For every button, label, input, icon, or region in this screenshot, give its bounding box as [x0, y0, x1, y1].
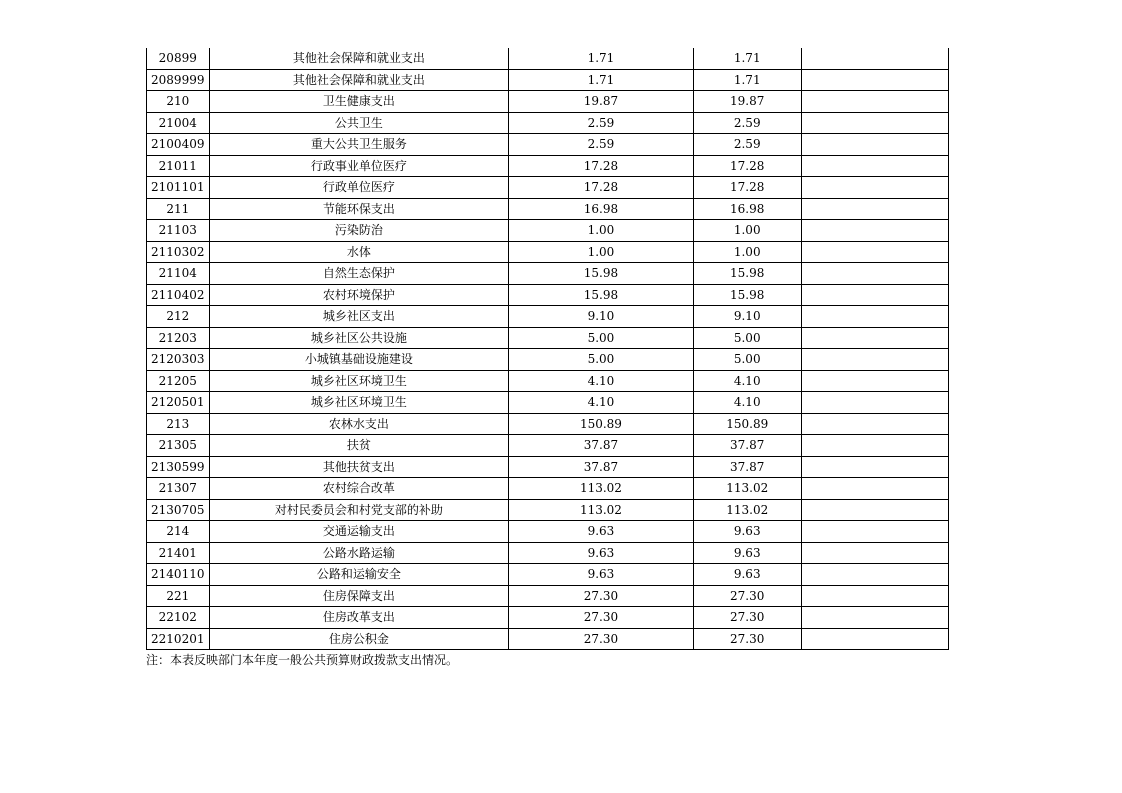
table-row [147, 69, 949, 91]
amount-cell: 113.02 [693, 499, 801, 521]
table-row [147, 284, 949, 306]
account-name-cell: 住房公积金 [209, 628, 509, 650]
table-row [147, 220, 949, 242]
remark-cell [801, 177, 948, 199]
amount-cell: 113.02 [509, 478, 694, 500]
amount-cell: 19.87 [693, 91, 801, 113]
account-name-cell: 公路和运输安全 [209, 564, 509, 586]
amount-cell: 15.98 [693, 284, 801, 306]
account-name-cell: 城乡社区环境卫生 [209, 392, 509, 414]
remark-cell [801, 198, 948, 220]
remark-cell [801, 370, 948, 392]
account-code-cell: 21103 [147, 220, 210, 242]
account-code-cell: 21305 [147, 435, 210, 457]
table-row [147, 241, 949, 263]
account-code-cell: 213 [147, 413, 210, 435]
account-name-cell: 行政单位医疗 [209, 177, 509, 199]
amount-cell: 2.59 [509, 134, 694, 156]
amount-cell: 37.87 [509, 435, 694, 457]
table-row [147, 585, 949, 607]
remark-cell [801, 521, 948, 543]
account-name-cell: 节能环保支出 [209, 198, 509, 220]
account-code-cell: 21205 [147, 370, 210, 392]
amount-cell: 9.10 [693, 306, 801, 328]
remark-cell [801, 564, 948, 586]
account-code-cell: 214 [147, 521, 210, 543]
table-row [147, 521, 949, 543]
amount-cell: 27.30 [693, 607, 801, 629]
account-name-cell: 其他社会保障和就业支出 [209, 48, 509, 69]
remark-cell [801, 327, 948, 349]
amount-cell: 37.87 [509, 456, 694, 478]
account-code-cell: 21307 [147, 478, 210, 500]
table-row [147, 112, 949, 134]
amount-cell: 5.00 [509, 349, 694, 371]
account-code-cell: 2089999 [147, 69, 210, 91]
account-code-cell: 211 [147, 198, 210, 220]
account-code-cell: 2100409 [147, 134, 210, 156]
amount-cell: 27.30 [509, 585, 694, 607]
table-row [147, 456, 949, 478]
table-row [147, 370, 949, 392]
amount-cell: 4.10 [693, 392, 801, 414]
amount-cell: 150.89 [509, 413, 694, 435]
table-row [147, 91, 949, 113]
amount-cell: 1.71 [509, 48, 694, 69]
account-name-cell: 重大公共卫生服务 [209, 134, 509, 156]
table-row [147, 327, 949, 349]
budget-table [146, 48, 949, 650]
amount-cell: 9.63 [693, 564, 801, 586]
table-row [147, 499, 949, 521]
remark-cell [801, 284, 948, 306]
remark-cell [801, 392, 948, 414]
table-row [147, 607, 949, 629]
amount-cell: 5.00 [693, 349, 801, 371]
account-name-cell: 水体 [209, 241, 509, 263]
amount-cell: 27.30 [509, 628, 694, 650]
remark-cell [801, 478, 948, 500]
remark-cell [801, 263, 948, 285]
amount-cell: 17.28 [509, 155, 694, 177]
account-name-cell: 污染防治 [209, 220, 509, 242]
account-code-cell: 2120501 [147, 392, 210, 414]
account-name-cell: 住房保障支出 [209, 585, 509, 607]
account-code-cell: 2110402 [147, 284, 210, 306]
account-code-cell: 221 [147, 585, 210, 607]
amount-cell: 9.10 [509, 306, 694, 328]
amount-cell: 27.30 [693, 585, 801, 607]
account-name-cell: 农村综合改革 [209, 478, 509, 500]
remark-cell [801, 306, 948, 328]
account-name-cell: 对村民委员会和村党支部的补助 [209, 499, 509, 521]
amount-cell: 9.63 [693, 542, 801, 564]
account-name-cell: 其他扶贫支出 [209, 456, 509, 478]
amount-cell: 1.71 [509, 69, 694, 91]
account-name-cell: 行政事业单位医疗 [209, 155, 509, 177]
account-code-cell: 2210201 [147, 628, 210, 650]
amount-cell: 15.98 [693, 263, 801, 285]
amount-cell: 2.59 [693, 134, 801, 156]
account-code-cell: 21203 [147, 327, 210, 349]
amount-cell: 17.28 [693, 155, 801, 177]
table-row [147, 564, 949, 586]
account-name-cell: 卫生健康支出 [209, 91, 509, 113]
amount-cell: 5.00 [509, 327, 694, 349]
account-code-cell: 20899 [147, 48, 210, 69]
remark-cell [801, 456, 948, 478]
account-name-cell: 扶贫 [209, 435, 509, 457]
remark-cell [801, 112, 948, 134]
table-row [147, 198, 949, 220]
remark-cell [801, 349, 948, 371]
amount-cell: 1.71 [693, 48, 801, 69]
account-code-cell: 210 [147, 91, 210, 113]
account-code-cell: 2110302 [147, 241, 210, 263]
remark-cell [801, 585, 948, 607]
account-name-cell: 自然生态保护 [209, 263, 509, 285]
account-code-cell: 212 [147, 306, 210, 328]
account-code-cell: 2120303 [147, 349, 210, 371]
remark-cell [801, 69, 948, 91]
account-code-cell: 21401 [147, 542, 210, 564]
amount-cell: 2.59 [693, 112, 801, 134]
account-name-cell: 其他社会保障和就业支出 [209, 69, 509, 91]
remark-cell [801, 91, 948, 113]
table-row [147, 263, 949, 285]
table-row [147, 628, 949, 650]
amount-cell: 4.10 [509, 370, 694, 392]
remark-cell [801, 607, 948, 629]
amount-cell: 1.71 [693, 69, 801, 91]
account-code-cell: 2101101 [147, 177, 210, 199]
amount-cell: 9.63 [509, 542, 694, 564]
amount-cell: 15.98 [509, 263, 694, 285]
table-row [147, 48, 949, 69]
amount-cell: 2.59 [509, 112, 694, 134]
account-code-cell: 21004 [147, 112, 210, 134]
remark-cell [801, 48, 948, 69]
table-row [147, 542, 949, 564]
account-code-cell: 21104 [147, 263, 210, 285]
amount-cell: 5.00 [693, 327, 801, 349]
table-row [147, 413, 949, 435]
account-name-cell: 住房改革支出 [209, 607, 509, 629]
remark-cell [801, 413, 948, 435]
amount-cell: 1.00 [693, 241, 801, 263]
table-row [147, 392, 949, 414]
amount-cell: 15.98 [509, 284, 694, 306]
table-row [147, 435, 949, 457]
account-name-cell: 城乡社区公共设施 [209, 327, 509, 349]
account-name-cell: 公共卫生 [209, 112, 509, 134]
table-row [147, 306, 949, 328]
amount-cell: 27.30 [509, 607, 694, 629]
amount-cell: 1.00 [509, 241, 694, 263]
account-name-cell: 公路水路运输 [209, 542, 509, 564]
account-name-cell: 交通运输支出 [209, 521, 509, 543]
amount-cell: 16.98 [509, 198, 694, 220]
amount-cell: 37.87 [693, 435, 801, 457]
amount-cell: 27.30 [693, 628, 801, 650]
remark-cell [801, 435, 948, 457]
amount-cell: 4.10 [693, 370, 801, 392]
table-body [147, 48, 949, 650]
remark-cell [801, 542, 948, 564]
amount-cell: 150.89 [693, 413, 801, 435]
account-name-cell: 农村环境保护 [209, 284, 509, 306]
account-code-cell: 21011 [147, 155, 210, 177]
table-row [147, 155, 949, 177]
amount-cell: 1.00 [509, 220, 694, 242]
table-row [147, 177, 949, 199]
account-code-cell: 2140110 [147, 564, 210, 586]
account-name-cell: 城乡社区环境卫生 [209, 370, 509, 392]
remark-cell [801, 628, 948, 650]
table-row [147, 349, 949, 371]
amount-cell: 9.63 [509, 521, 694, 543]
amount-cell: 17.28 [509, 177, 694, 199]
remark-cell [801, 134, 948, 156]
amount-cell: 16.98 [693, 198, 801, 220]
amount-cell: 113.02 [509, 499, 694, 521]
amount-cell: 37.87 [693, 456, 801, 478]
account-code-cell: 2130599 [147, 456, 210, 478]
remark-cell [801, 220, 948, 242]
amount-cell: 9.63 [509, 564, 694, 586]
table-row [147, 134, 949, 156]
remark-cell [801, 499, 948, 521]
account-name-cell: 城乡社区支出 [209, 306, 509, 328]
amount-cell: 17.28 [693, 177, 801, 199]
table-row [147, 478, 949, 500]
remark-cell [801, 155, 948, 177]
account-code-cell: 2130705 [147, 499, 210, 521]
account-code-cell: 22102 [147, 607, 210, 629]
amount-cell: 19.87 [509, 91, 694, 113]
account-name-cell: 小城镇基础设施建设 [209, 349, 509, 371]
amount-cell: 4.10 [509, 392, 694, 414]
account-name-cell: 农林水支出 [209, 413, 509, 435]
remark-cell [801, 241, 948, 263]
amount-cell: 9.63 [693, 521, 801, 543]
amount-cell: 113.02 [693, 478, 801, 500]
table-note: 注：本表反映部门本年度一般公共预算财政拨款支出情况。 [146, 653, 459, 667]
amount-cell: 1.00 [693, 220, 801, 242]
